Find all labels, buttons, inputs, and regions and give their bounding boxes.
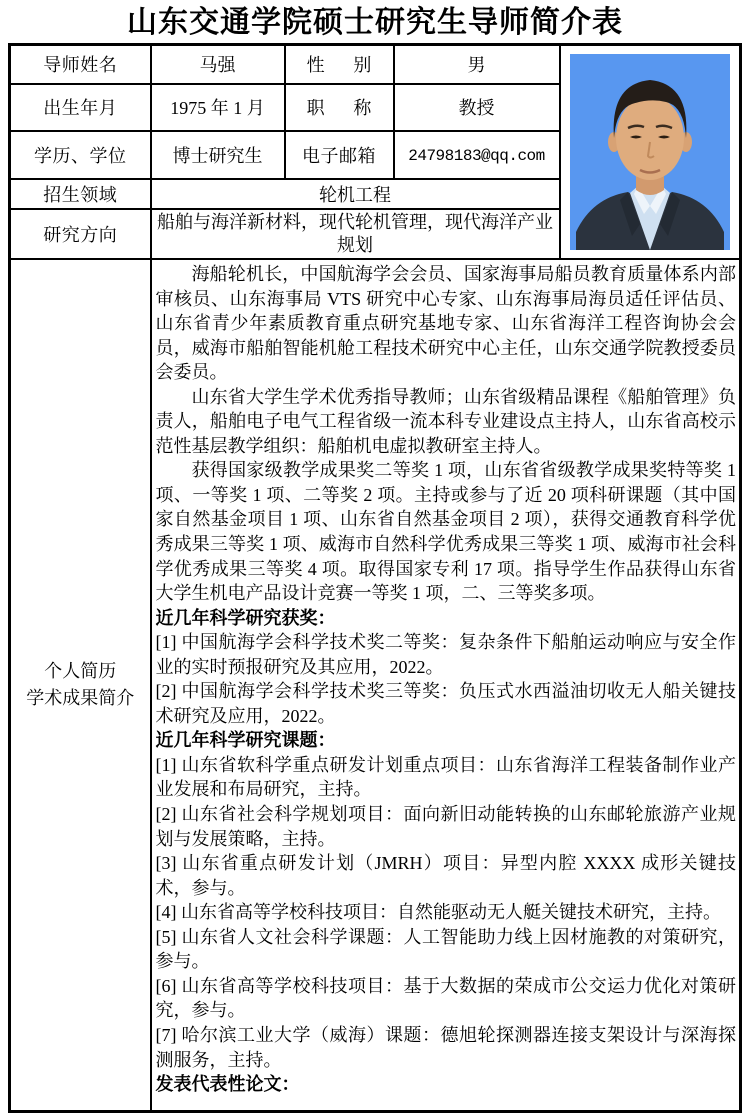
rank-label: 职称 xyxy=(285,84,394,131)
degree-label: 学历、学位 xyxy=(10,131,151,179)
gender-label: 性别 xyxy=(285,45,394,84)
bio-paragraph: [1] 山东省软科学重点研发计划重点项目：山东省海洋工程装备制作业产业发展和布局研究，主持。 xyxy=(155,754,736,800)
name-value: 马强 xyxy=(151,45,285,84)
bio-paragraph: [1] 中国航海学会科学技术奖二等奖：复杂条件下船舶运动响应与安全作业的实时预报研究及其应用，2022。 xyxy=(155,632,736,677)
birth-label: 出生年月 xyxy=(10,84,151,131)
bio-paragraph: [3] 山东省重点研发计划（JMRH）项目：异型内腔 XXXX 成形关键技术，参与。 xyxy=(155,853,736,898)
bio-paragraph: 山东省大学生学术优秀指导教师；山东省级精品课程《船舶管理》负责人，船舶电子电气工程省级一流本科专业建设点主持人，山东省高校示范性基层教学组织：船舶机电虚拟教研室主持人。 xyxy=(155,386,736,456)
bio-label-line2: 学术成果简介 xyxy=(26,687,135,708)
gender-value: 男 xyxy=(394,45,560,84)
bio-paragraph: 发表代表性论文： xyxy=(155,1074,300,1095)
degree-value: 博士研究生 xyxy=(151,131,285,179)
page-title: 山东交通学院硕士研究生导师简介表 xyxy=(127,6,623,39)
supervisor-photo-illustration xyxy=(570,54,730,250)
field-label: 招生领域 xyxy=(10,179,151,209)
bio-paragraph: [7] 哈尔滨工业大学（威海）课题：德旭轮探测器连接支架设计与深海探测服务，主持。 xyxy=(155,1024,736,1070)
bio-paragraph: 近几年科学研究获奖： xyxy=(155,607,336,628)
direction-label: 研究方向 xyxy=(10,209,151,259)
bio-label-line1: 个人简历 xyxy=(44,660,117,681)
email-label: 电子邮箱 xyxy=(285,131,394,179)
name-label: 导师姓名 xyxy=(10,45,151,84)
email-value: 24798183@qq.com xyxy=(394,131,560,179)
bio-paragraph: [2] 山东省社会科学规划项目：面向新旧动能转换的山东邮轮旅游产业规划与发展策略，主持。 xyxy=(155,804,736,849)
bio-paragraph: 获得国家级教学成果奖二等奖 1 项，山东省省级教学成果奖特等奖 1 项、一等奖 1 项、二等奖 2 项。主持或参与了近 20 项科研课题（其中国家自然基金项目 1 项、山东省自然基金项目 2 项），获得交通教育科学优秀成果三等奖 1 项、威海市自然科学优秀成果三等奖 1 项、威海市社会科学优秀成果三等奖 4 项。取得国家专利 17 项。指导学生作品获得山东省大学生机电产品设计竞赛一等奖 1 项，二、三等奖多项。 xyxy=(155,460,736,604)
bio-paragraph: [4] 山东省高等学校科技项目：自然能驱动无人艇关键技术研究，主持。 xyxy=(155,902,721,923)
bio-label xyxy=(10,259,151,1111)
row-name-gender xyxy=(10,45,741,84)
row-biography xyxy=(10,259,741,1111)
rank-value: 教授 xyxy=(394,84,560,131)
bio-paragraph: [2] 中国航海学会科学技术奖三等奖：负压式水西溢油切收无人船关键技术研究及应用，2022。 xyxy=(155,681,736,726)
profile-table xyxy=(8,43,742,1113)
bio-paragraph: 海船轮机长，中国航海学会会员、国家海事局船员教育质量体系内部审核员、山东海事局 VTS 研究中心专家、山东海事局海员适任评估员、山东省青少年素质教育重点研究基地专家、山东省海洋工程咨询协会会员，威海市船舶智能机舱工程技术研究中心主任，山东交通学院教授委员会委员。 xyxy=(155,264,736,383)
bio-paragraph: [6] 山东省高等学校科技项目：基于大数据的荣成市公交运力优化对策研究，参与。 xyxy=(155,975,736,1021)
field-value: 轮机工程 xyxy=(151,179,560,209)
supervisor-photo xyxy=(570,54,730,250)
direction-value: 船舶与海洋新材料，现代轮机管理，现代海洋产业规划 xyxy=(151,209,560,259)
photo-cell xyxy=(560,45,741,260)
bio-content xyxy=(151,259,741,1111)
birth-value: 1975 年 1 月 xyxy=(151,84,285,131)
bio-paragraph: [5] 山东省人文社会科学课题：人工智能助力线上因材施教的对策研究，参与。 xyxy=(155,926,736,972)
bio-paragraph: 近几年科学研究课题： xyxy=(155,730,336,751)
